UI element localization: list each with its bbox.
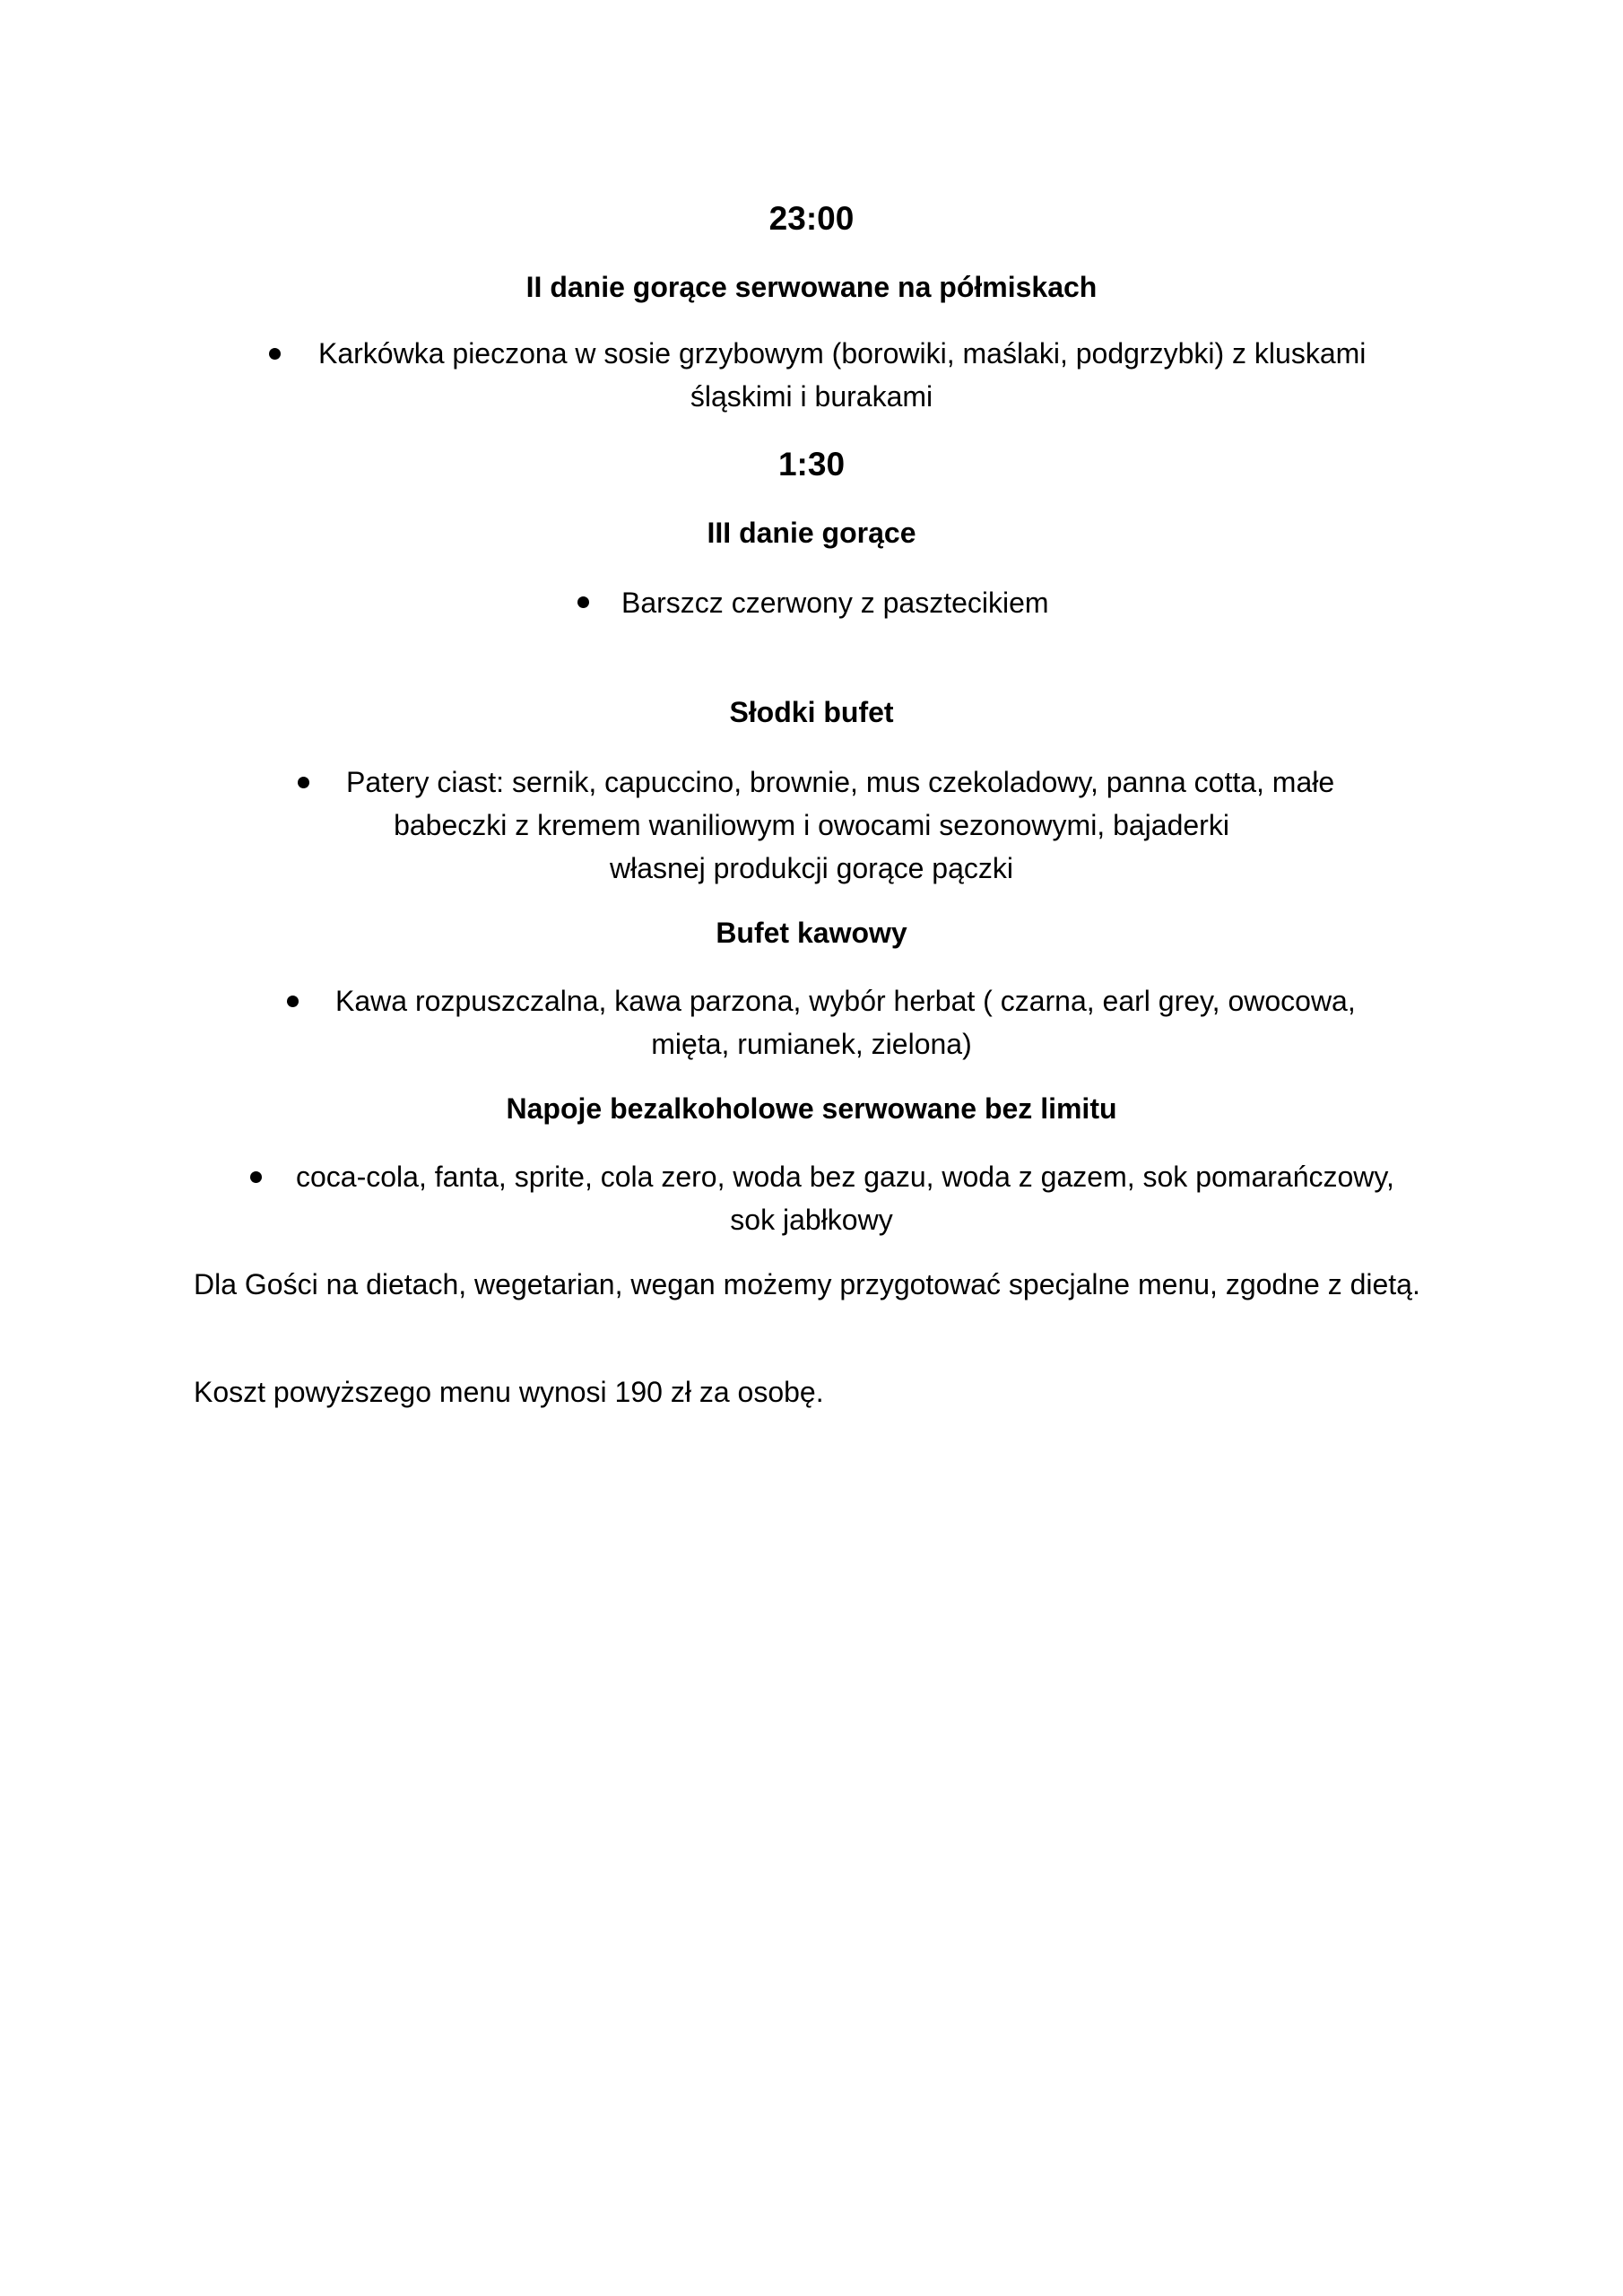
section-heading-soft-drinks: Napoje bezalkoholowe serwowane bez limitu — [506, 1092, 1117, 1125]
section-heading-main-course: II danie gorące serwowane na półmiskach — [525, 271, 1098, 303]
price-note: Koszt powyższego menu wynosi 190 zł za osobę. — [194, 1376, 824, 1408]
bullet-icon — [577, 596, 589, 608]
time-label-23-00: 23:00 — [768, 200, 855, 237]
bullet-icon — [287, 996, 299, 1007]
bullet-icon — [298, 777, 309, 788]
list-item-line: Kawa rozpuszczalna, kawa parzona, wybór herbat ( czarna, earl grey, owocowa, — [335, 985, 1356, 1017]
list-item-line: mięta, rumianek, zielona) — [651, 1028, 972, 1060]
list-item-line: własnej produkcji gorące pączki — [610, 852, 1013, 884]
section-heading-sweet-buffet: Słodki bufet — [729, 696, 894, 728]
section-heading-coffee-buffet: Bufet kawowy — [716, 917, 907, 949]
bullet-icon — [269, 348, 281, 360]
list-item-line: sok jabłkowy — [730, 1204, 893, 1236]
section-heading-third-course: III danie gorące — [707, 517, 916, 549]
list-item-line: babeczki z kremem waniliowym i owocami sezonowymi, bajaderki — [394, 809, 1229, 841]
list-item-line: śląskimi i burakami — [690, 380, 933, 413]
list-item-line: coca-cola, fanta, sprite, cola zero, woda bez gazu, woda z gazem, sok pomarańczowy, — [296, 1161, 1394, 1193]
list-item-line: Karkówka pieczona w sosie grzybowym (borowiki, maślaki, podgrzybki) z kluskami — [318, 337, 1367, 370]
diet-note: Dla Gości na dietach, wegetarian, wegan możemy przygotować specjalne menu, zgodne z dietą. — [194, 1268, 1420, 1300]
time-label-1-30: 1:30 — [777, 446, 846, 483]
bullet-icon — [250, 1171, 262, 1183]
list-item-line: Patery ciast: sernik, capuccino, brownie, mus czekoladowy, panna cotta, małe — [346, 766, 1335, 798]
list-item-line: Barszcz czerwony z pasztecikiem — [621, 587, 1049, 619]
